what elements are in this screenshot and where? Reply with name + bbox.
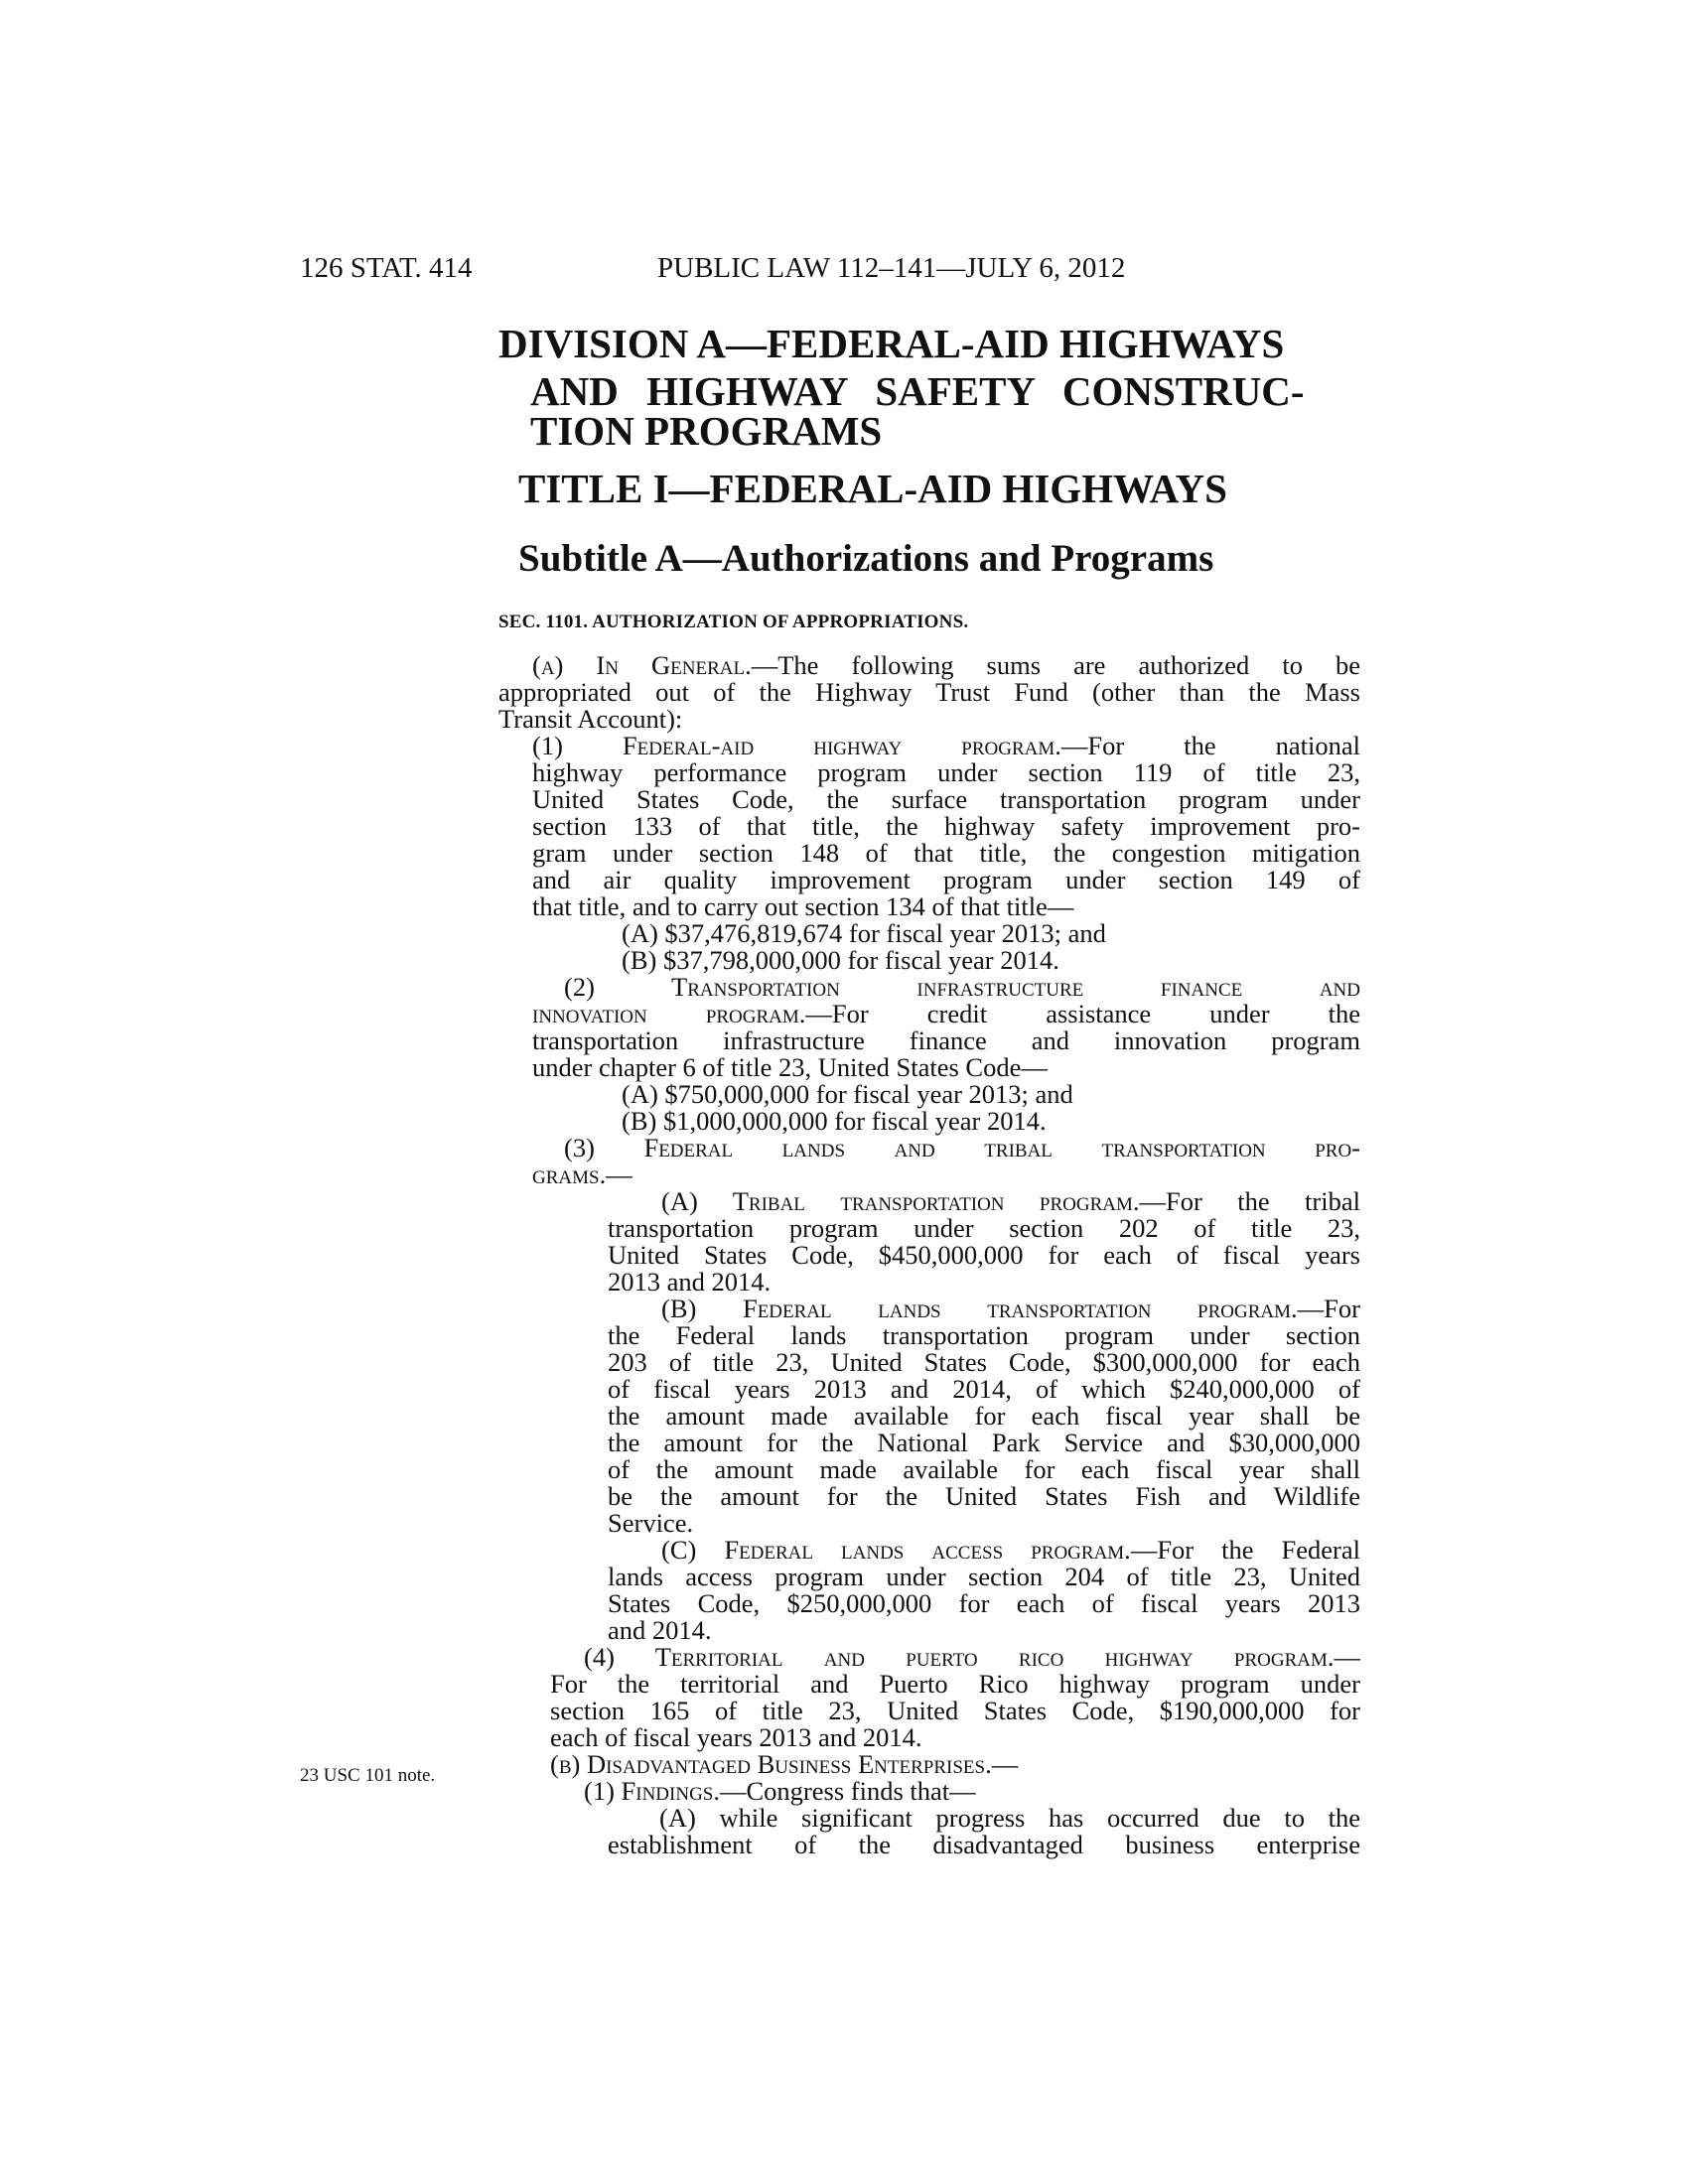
line-text: — (991, 1749, 1019, 1779)
division-heading-line-1: DIVISION A—FEDERAL-AID HIGHWAYS (498, 321, 1285, 366)
line-text: transportation program under section 202 of title 23, (608, 1213, 1360, 1243)
division-heading-line-3: TION PROGRAMS (530, 408, 883, 454)
body-line (550, 1670, 1360, 1698)
small-caps-heading: (4) Territorial and puerto rico highway program. (584, 1642, 1335, 1672)
body-line (584, 1643, 1360, 1671)
body-line (608, 1321, 1360, 1349)
body-line (608, 1509, 1360, 1537)
line-text: highway performance program under section 119 of title 23, (532, 757, 1360, 787)
body-line (532, 812, 1360, 840)
line-text: —For credit assistance under the (805, 999, 1360, 1028)
line-text: —For the Federal (1130, 1535, 1360, 1565)
line-text: States Code, $250,000,000 for each of fiscal years 2013 (608, 1588, 1360, 1618)
line-text: the amount made available for each fiscal year shall be (608, 1401, 1360, 1431)
body-line (498, 678, 1360, 706)
body-line (608, 1455, 1360, 1483)
line-text: United States Code, the surface transportation program under (532, 784, 1360, 814)
body-line (550, 1723, 1360, 1751)
line-text: the Federal lands transportation program under section (608, 1320, 1360, 1350)
line-text: (A) while significant progress has occurred due to the (659, 1803, 1360, 1833)
body-line (584, 1777, 1360, 1805)
line-text: —For the tribal (1139, 1186, 1360, 1216)
line-text: (B) $1,000,000,000 for fiscal year 2014. (622, 1106, 1047, 1136)
small-caps-heading: (3) Federal lands and tribal transportation pro- (564, 1133, 1360, 1162)
small-caps-heading: (A) Tribal transportation program. (661, 1186, 1140, 1216)
small-caps-heading: (B) Federal lands transportation program. (661, 1294, 1298, 1323)
line-text: that title, and to carry out section 134 of that title— (532, 891, 1074, 921)
body-line (532, 651, 1360, 679)
body-line (608, 1214, 1360, 1242)
line-text: transportation infrastructure finance and innovation program (532, 1025, 1360, 1055)
body-line (532, 839, 1360, 867)
body-line (608, 1616, 1360, 1644)
body-line (622, 1107, 1360, 1135)
body-line (622, 919, 1360, 947)
body-line (608, 1402, 1360, 1430)
line-text: —For the national (1060, 731, 1360, 760)
body-line (564, 973, 1360, 1001)
line-text: (A) $750,000,000 for fiscal year 2013; and (622, 1079, 1073, 1109)
small-caps-heading: (2) Transportation infrastructure finance and (564, 972, 1360, 1002)
line-text: 2013 and 2014. (608, 1267, 772, 1297)
body-line (532, 1160, 1360, 1188)
division-heading-line-2: AND HIGHWAY SAFETY CONSTRUC- (530, 368, 1305, 414)
body-line (608, 1482, 1360, 1510)
line-text: lands access program under section 204 of title 23, United (608, 1562, 1360, 1591)
body-line (532, 1000, 1360, 1027)
small-caps-heading: (C) Federal lands access program. (661, 1535, 1131, 1565)
line-text: Transit Account): (498, 704, 683, 734)
small-caps-heading: (a) In General. (532, 650, 752, 680)
line-text: (A) $37,476,819,674 for fiscal year 2013; and (622, 918, 1106, 948)
line-text: under chapter 6 of title 23, United States Code— (532, 1052, 1048, 1082)
body-line (659, 1804, 1360, 1832)
small-caps-heading: (1) Findings. (584, 1776, 720, 1806)
body-line (550, 1750, 1360, 1778)
line-text: (B) $37,798,000,000 for fiscal year 2014. (622, 945, 1059, 975)
line-text: each of fiscal years 2013 and 2014. (550, 1722, 922, 1752)
line-text: —The following sums are authorized to be (751, 650, 1360, 680)
line-text: section 165 of title 23, United States Code, $190,000,000 for (550, 1696, 1360, 1725)
title-heading: TITLE I—FEDERAL-AID HIGHWAYS (518, 466, 1227, 511)
body-line (608, 1241, 1360, 1269)
body-line (532, 785, 1360, 813)
subtitle-heading: Subtitle A—Authorizations and Programs (518, 537, 1214, 580)
body-line (661, 1187, 1360, 1215)
line-text: For the territorial and Puerto Rico highway program under (550, 1669, 1360, 1699)
line-text: and air quality improvement program under section 149 of (532, 865, 1360, 894)
line-text: —Congress finds that— (720, 1776, 976, 1806)
line-text: establishment of the disadvantaged business enterprise (608, 1830, 1360, 1859)
body-line (622, 946, 1360, 974)
body-line (564, 1134, 1360, 1161)
line-text: — (1334, 1642, 1360, 1672)
line-text: of fiscal years 2013 and 2014, of which $240,000,000 of (608, 1374, 1360, 1404)
line-text: and 2014. (608, 1615, 712, 1645)
body-line (532, 892, 1360, 920)
section-heading: SEC. 1101. AUTHORIZATION OF APPROPRIATIONS. (498, 612, 969, 632)
small-caps-heading: (1) Federal-aid highway program. (532, 731, 1061, 760)
body-line (661, 1536, 1360, 1564)
body-line (608, 1268, 1360, 1296)
body-line (550, 1697, 1360, 1724)
body-line (532, 732, 1360, 759)
body-line (608, 1375, 1360, 1403)
line-text: of the amount made available for each fiscal year shall (608, 1454, 1360, 1484)
small-caps-heading: innovation program. (532, 999, 806, 1028)
body-line (532, 866, 1360, 893)
margin-note: 23 USC 101 note. (300, 1765, 436, 1786)
line-text: the amount for the National Park Service and $30,000,000 (608, 1428, 1360, 1457)
line-text: section 133 of that title, the highway safety improvement pro- (532, 811, 1360, 841)
body-line (498, 705, 1360, 733)
line-text: Service. (608, 1508, 694, 1538)
body-line (608, 1348, 1360, 1376)
body-line (661, 1295, 1360, 1322)
line-text: be the amount for the United States Fish and Wildlife (608, 1481, 1360, 1511)
line-text: —For (1297, 1294, 1360, 1323)
body-line (532, 1026, 1360, 1054)
line-text: gram under section 148 of that title, the congestion mitigation (532, 838, 1360, 868)
body-line (532, 1053, 1360, 1081)
running-header-law: PUBLIC LAW 112–141—JULY 6, 2012 (657, 252, 1126, 284)
body-line (608, 1563, 1360, 1590)
line-text: — (606, 1160, 633, 1189)
stat-page-number: 126 STAT. 414 (300, 252, 473, 284)
small-caps-heading: (b) Disadvantaged Business Enterprises. (550, 1749, 992, 1779)
body-line (532, 758, 1360, 786)
line-text: appropriated out of the Highway Trust Fund (other than the Mass (498, 677, 1360, 707)
body-line (608, 1831, 1360, 1858)
small-caps-heading: grams. (532, 1160, 607, 1189)
line-text: 203 of title 23, United States Code, $300,000,000 for each (608, 1347, 1360, 1377)
body-line (608, 1429, 1360, 1456)
body-line (608, 1589, 1360, 1617)
body-line (622, 1080, 1360, 1108)
line-text: United States Code, $450,000,000 for each of fiscal years (608, 1240, 1360, 1270)
